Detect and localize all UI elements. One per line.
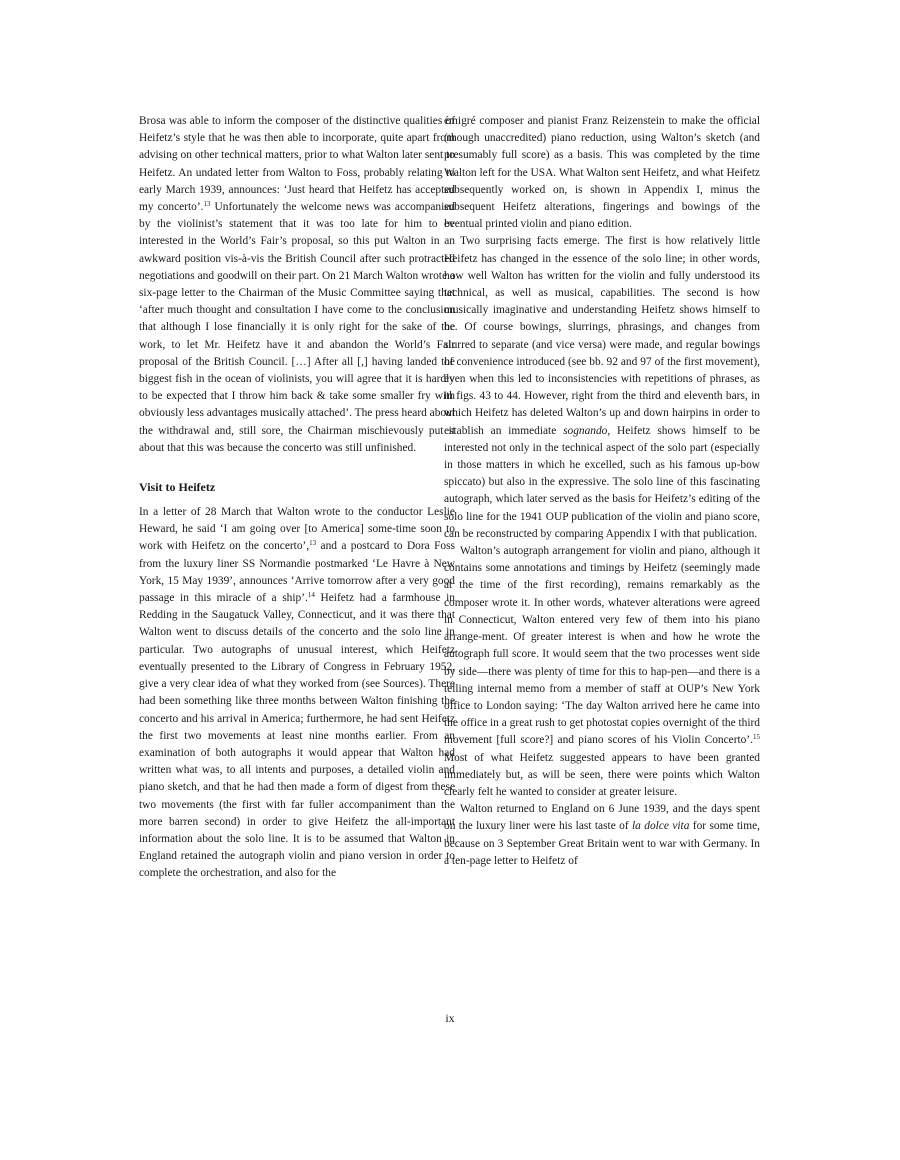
text-run: Heifetz had a farmhouse in Redding in the Saugatuck Valley, Connecticut, and it was there that Walton went to discuss details of the concerto and the solo line in particular. Two autographs of unusual interest, which Heifetz eventually presented to the Library of Congress in February 1952, give a very clear idea of what they worked from (see Sources). There had been something like three months between Walton finishing the concerto and his arrival in America; furthermore, he had sent Heifetz the first two movements at least nine months earlier. From an examination of both autographs it would appear that Walton had written what was, to all intents and purposes, a detailed violin and piano sketch, and that he had then made a form of digest from these two movements (the first with far fuller accompaniment than the more barren second) in order to give Heifetz the all-important information about the solo line. It is to be assumed that Walton in England retained the autograph violin and piano version in order to complete the orchestration, and also for the (139, 592, 455, 880)
text-run: Walton’s autograph arrangement for violin and piano, although it contains some annotations and timings by Heifetz (seemingly made at the time of the first recording), remains remarkably as the composer wrote it. In other words, whatever alterations were agreed in Connecticut, Walton entered very few of them into his piano arrange-ment. Of greater interest is when and how he wrote the autograph full score. It would seem that the two processes went side by side—there was plenty of time for this to hap-pen—and there is a telling internal memo from a member of staff at OUP’s New York office to London saying: ‘The day Walton arrived here he came into the office in a great rush to get photostat copies overnight of the third movement [full score?] and piano scores of his Violin Concerto’. (444, 545, 760, 747)
paragraph-emigre: émigré composer and pianist Franz Reizenstein to make the official (though unaccredited) piano reduction, using Walton’s sketch (and presumably full score) as a basis. This was completed by the time Walton left for the USA. What Walton sent Heifetz, and what Heifetz subsequently worked on, is shown in Appendix I, minus the subsequent Heifetz alterations, fingerings and bowings of the eventual printed violin and piano edition. (444, 115, 760, 231)
text-run: Most of what Heifetz suggested appears to have been granted immediately but, as will be seen, there were points which Walton clearly felt he wanted to consider at greater leisure. (444, 751, 760, 798)
footnote-ref: 14 (307, 591, 315, 600)
text-run: , Heifetz shows himself to be interested not only in the technical aspect of the solo part (especially in those matters in which he excelled, such as his famous up-bow spiccato) but also in the expressive. The solo line of this fascinating autograph, which later served as the basis for Heifetz’s editing of the solo line for the 1941 OUP publication of the violin and piano score, can be reconstructed by comparing Appendix I with that publication. (444, 424, 760, 540)
text-run: for some time, because on 3 September Great Britain went to war with Germany. In a ten-page letter to Heifetz of (444, 820, 760, 867)
text-run: Two surprising facts emerge. The first is how relatively little Heifetz has changed in the essence of the solo line; in other words, how well Walton has written for the violin and fully understood its technical, as well as musical, capabilities. The second is how musically imaginative and understanding Heifetz shows himself to be. Of course bowings, slurrings, phrasings, and changes from slurred to separate (and vice versa) were made, and regular bowings of convenience introduced (see bb. 92 and 97 of the first movement), even when this led to inconsistencies with repetitions of phrases, as in figs. 43 to 44. However, right from the third and eleventh bars, in which Heifetz has deleted Walton’s up and down hairpins in order to establish an immediate (444, 235, 760, 437)
footnote-ref: 13 (309, 539, 317, 548)
text-run: Unfortunately the welcome news was accompanied by the violinist’s statement that it was too late for him to be interested in the World’s Fair’s proposal, so this put Walton in an awkward position vis-à-vis the British Council after such protracted negotiations and goodwill on their part. On 21 March Walton wrote a six-page letter to the Chairman of the Music Committee saying that ‘after much thought and consultation I have come to the conclusion that although I lose financially it is only right for the sake of the work, to let Mr. Heifetz have it and abandon the World’s Fair proposal of the British Council. […] After all [,] having landed the biggest fish in the ocean of violinists, you will agree that it is hardly to be expected that I throw him back & take some smaller fry with obviously less advantages musically attached’. The press heard about the withdrawal and, still sore, the Chairman mischievously put it about that this was because the concerto was still unfinished. (139, 201, 456, 454)
text-run: In a letter of 28 March that Walton wrote to the conductor Leslie Heward, he said ‘I am going over [to America] some-time soon to work with Heifetz on the concerto’, (139, 506, 455, 553)
footnote-ref: 15 (753, 733, 760, 742)
paragraph-surprising-facts (444, 233, 760, 543)
text-run: and a postcard to Dora Foss from the luxury liner SS Normandie postmarked ‘Le Havre à New York, 15 May 1939’, announces ‘Arrive tomorrow after a very good passage in this miracle of a ship’. (139, 540, 455, 605)
italic-term: sognando (563, 424, 608, 437)
footnote-ref: 13 (203, 200, 211, 209)
section-heading: Visit to Heifetz (139, 480, 216, 495)
text-run: Walton returned to England on 6 June 1939, and the days spent on the luxury liner were his last taste of (444, 803, 760, 833)
italic-term: la dolce vita (632, 820, 690, 833)
paragraph-visit (139, 504, 455, 882)
paragraph-brosa (139, 113, 455, 457)
page-number: ix (445, 1011, 455, 1025)
paragraph-autograph-arrangement (444, 543, 760, 801)
paragraph-return (444, 801, 760, 870)
left-column (139, 113, 455, 883)
right-column (444, 113, 760, 870)
text-run: Brosa was able to inform the composer of the distinctive qualities of Heifetz’s style that he was then able to incorporate, quite apart from advising on other technical matters, prior to what Walton later sent to Heifetz. An undated letter from Walton to Foss, probably relating to early March 1939, announces: ‘Just heard that Heifetz has accepted my concerto’. (139, 115, 455, 214)
